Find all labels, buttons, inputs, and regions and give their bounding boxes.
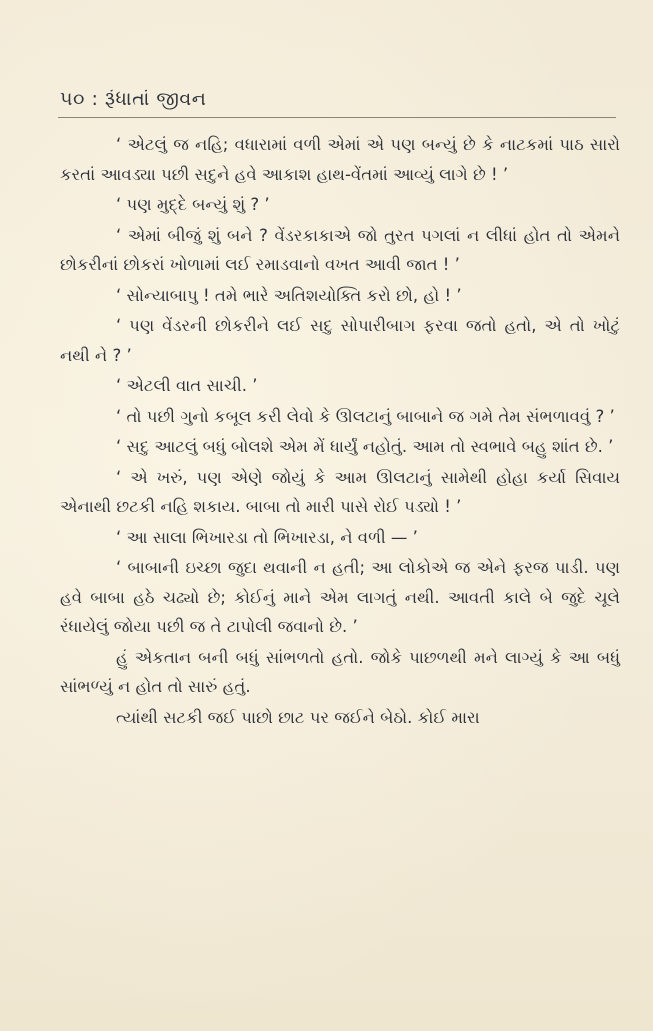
body-text (60, 130, 620, 733)
paragraph: ‘ બાબાની ઇચ્છા જુદા થવાની ન હતી; આ લોકોએ જ એને ફરજ પાડી. પણ હવે બાબા હઠે ચઢ્યો છે; કોઈનું માને એમ લાગતું નથી. આવતી કાલે બે જુદે ચૂલે રંધાયેલું જોયા પછી જ તે ટાપોલી જવાનો છે. ’ (60, 558, 620, 636)
paragraph: ‘ એટલી વાત સાચી. ’ (116, 376, 258, 395)
header-separator: : (91, 88, 99, 110)
paragraph: ‘ આ સાલા ભિખારડા તો ભિખારડા, ને વળી — ’ (116, 527, 418, 547)
paragraph: ‘ પણ વેંડરની છોકરીને લઈ સદુ સોપારીબાગ ફરવા જતો હતો, એ તો ખોટું નથી ને ? ’ (60, 316, 620, 365)
paragraph: ‘ સોન્યાબાપુ ! તમે ભારે અતિશયોક્તિ કરો છો, હો ! ’ (116, 285, 462, 305)
paragraph: ‘ એ ખરું, પણ એણે જોયું કે આમ ઊલટાનું સામેથી હોહા કર્યા સિવાય એનાથી છટકી નહિ શકાય. બાબા તો મારી પાસે રોઈ પડ્યો ! ’ (60, 467, 620, 516)
paragraph: ‘ પણ મુદ્દે બન્યું શું ? ’ (116, 195, 270, 214)
paragraph: ત્યાંથી સટકી જઈ પાછો છાટ પર જઈને બેઠો. કોઈ મારા (116, 707, 480, 727)
paragraph: ‘ એમાં બીજું શું બને ? વેંડરકાકાએ જો તુરત પગલાં ન લીધાં હોત તો એમને છોકરીનાં છોકરાં ખોળામાં લઈ રમાડવાનો વખત આવી જાત ! ’ (60, 225, 620, 274)
book-title: રૂંધાતાં જીવન (104, 88, 207, 110)
paragraph: ‘ સદુ આટલું બધું બોલશે એમ મેં ધાર્યું નહોતું. આમ તો સ્વભાવે બહુ શાંત છે. ’ (116, 437, 614, 456)
paragraph: હું એકતાન બની બધું સાંભળતો હતો. જોકે પાછળથી મને લાગ્યું કે આ બધું સાંભળ્યું ન હોત તો સારું હતું. (60, 647, 620, 696)
header-rule (58, 117, 616, 118)
page-number: ૫૦ (60, 88, 85, 110)
paragraph: ‘ તો પછી ગુનો કબૂલ કરી લેવો કે ઊલટાનું બાબાને જ ગમે તેમ સંભળાવવું ? ’ (116, 406, 615, 426)
paragraph: ‘ એટલું જ નહિ; વધારામાં વળી એમાં એ પણ બન્યું છે કે નાટકમાં પાઠ સારો કરતાં આવડ્યા પછી સદુને હવે આકાશ હાથ-વેંતમાં આવ્યું લાગે છે ! ’ (60, 135, 620, 184)
page-header (60, 88, 206, 110)
